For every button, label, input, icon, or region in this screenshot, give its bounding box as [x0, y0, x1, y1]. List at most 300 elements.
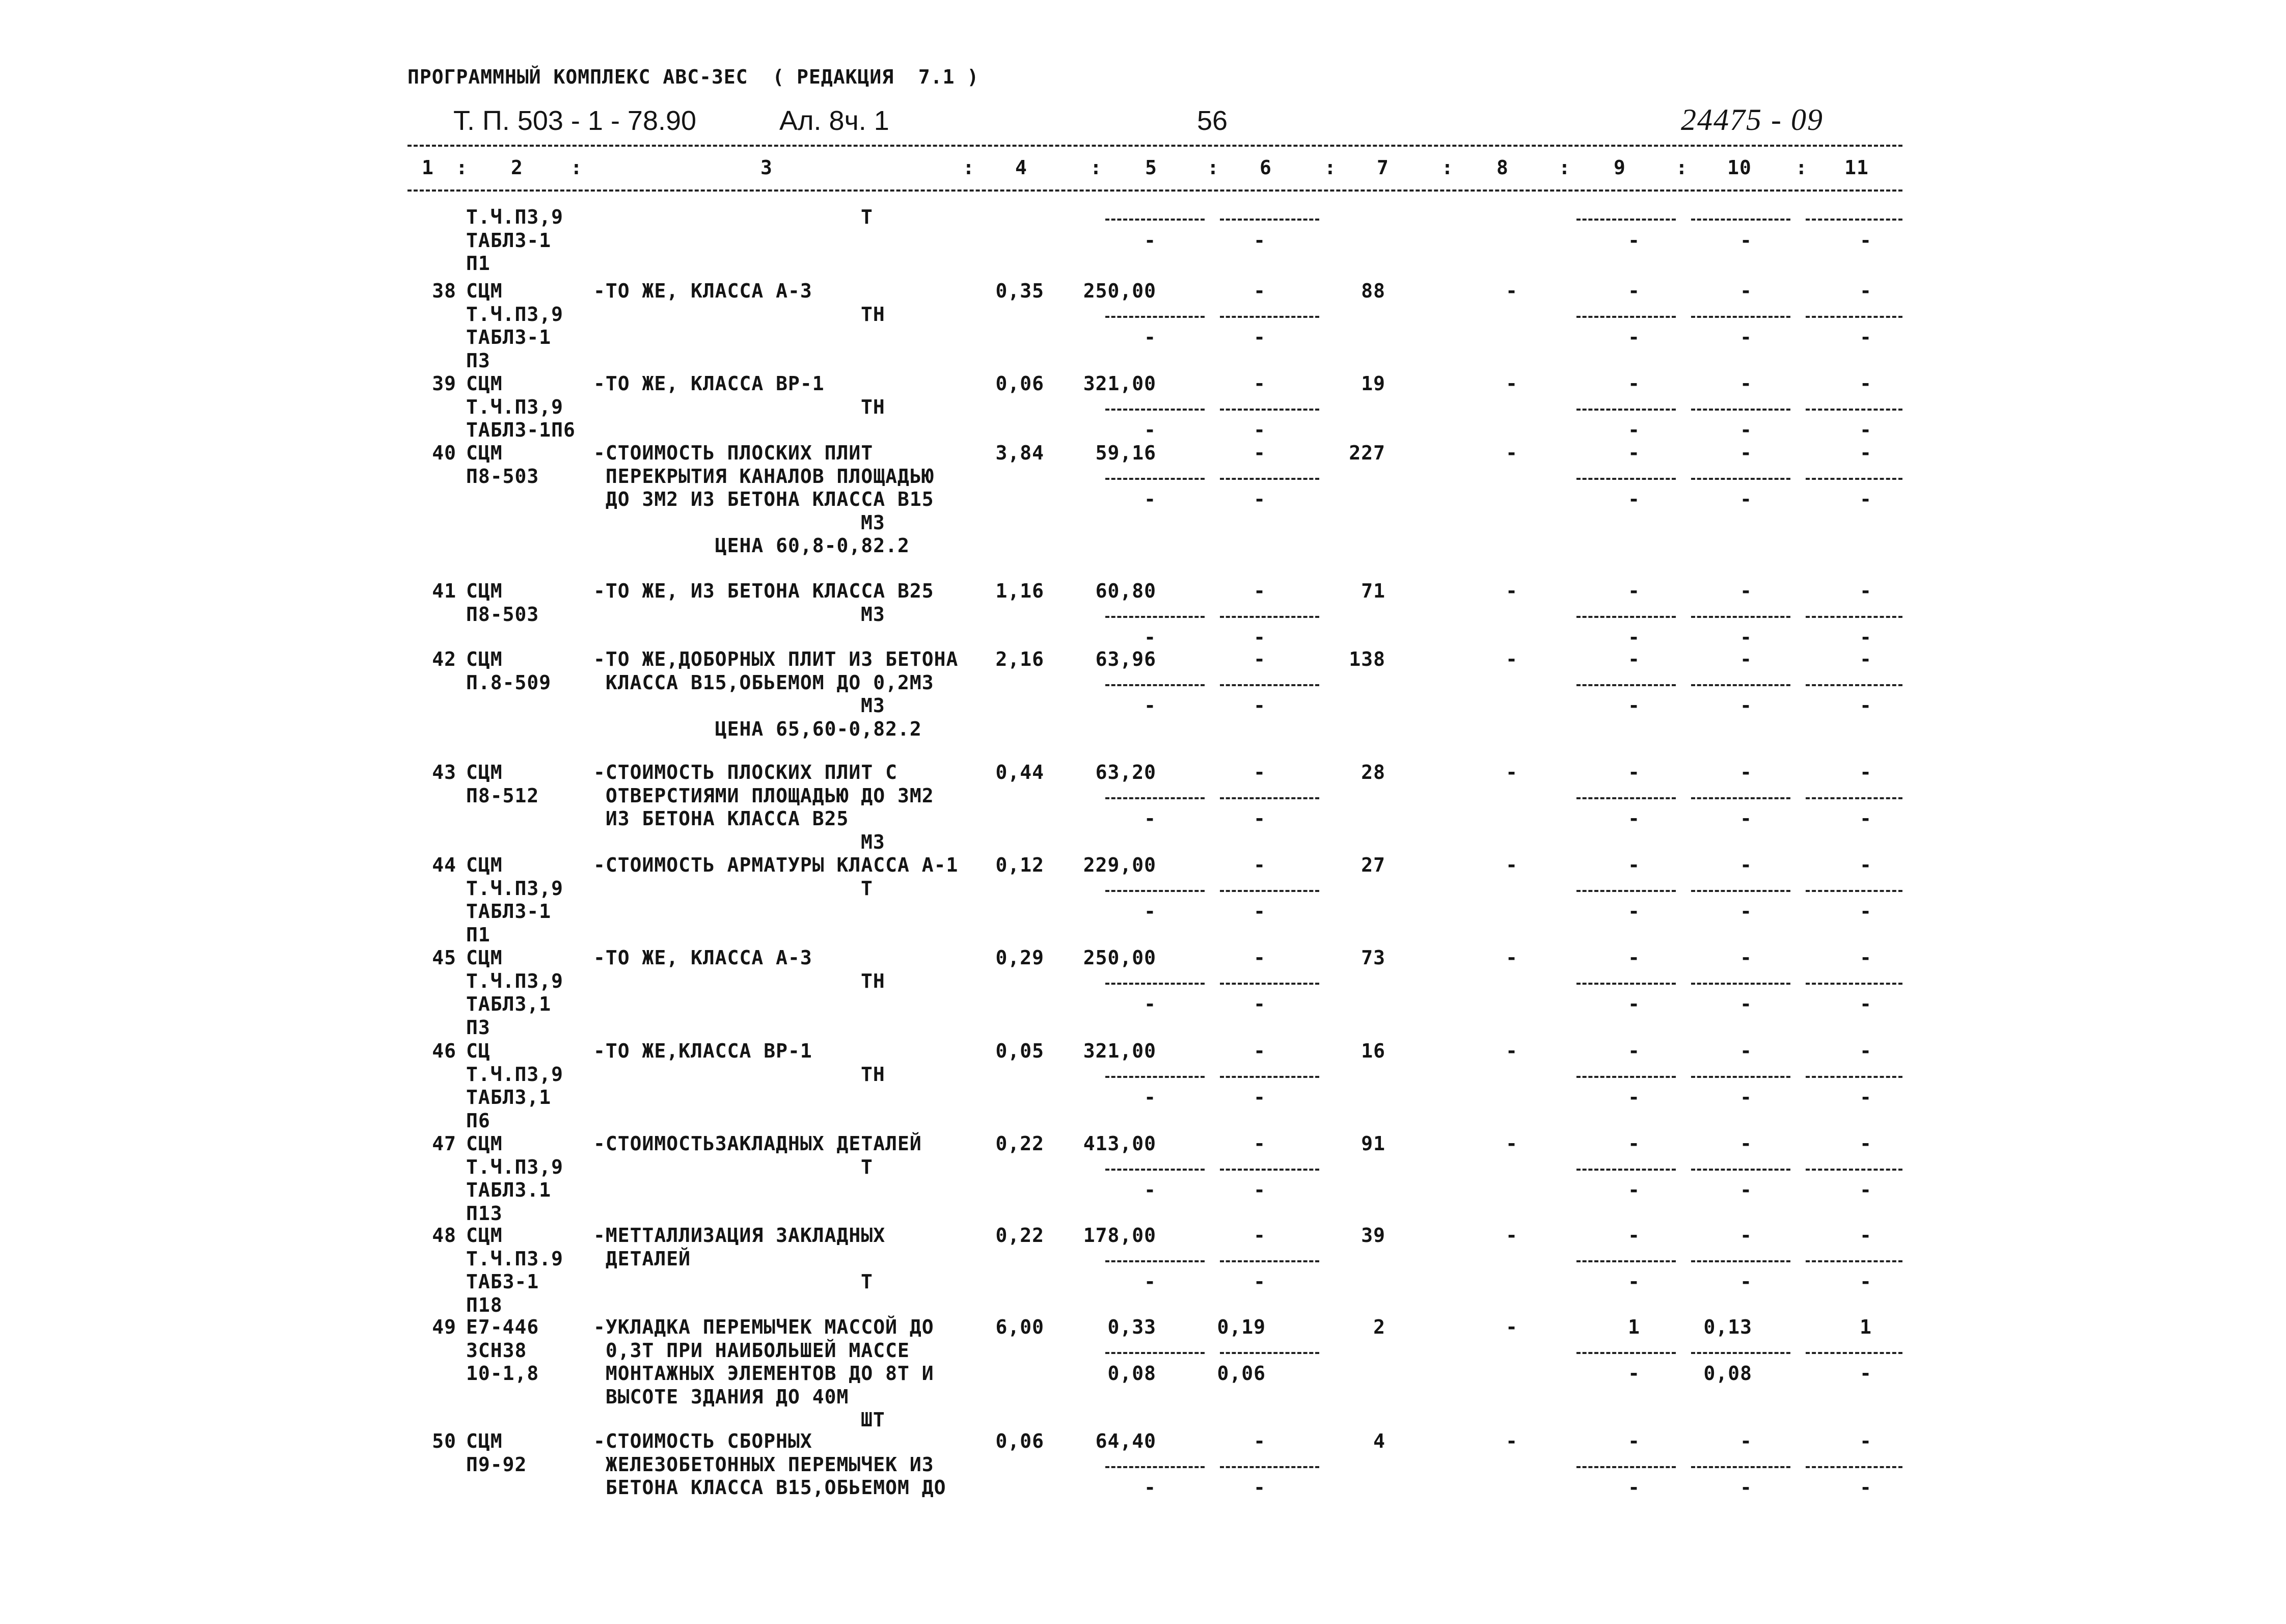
- row-sub-s11: -: [1860, 229, 1872, 252]
- row-cell-c7: 16: [1361, 1040, 1385, 1062]
- row-code: СЦМ: [466, 1224, 503, 1247]
- row-cell-c10: -: [1740, 854, 1752, 876]
- tp-number: Т. П. 503 - 1 - 78.90: [453, 105, 697, 136]
- row-cell-c9: -: [1628, 372, 1640, 395]
- column-number: 4: [1015, 156, 1027, 179]
- row-sub-s9: -: [1628, 419, 1640, 441]
- row-number: 40: [432, 442, 456, 464]
- row-code: 3СН38: [466, 1339, 527, 1362]
- row-code: П.8-509: [466, 671, 552, 694]
- row-subtotal-rule: [1691, 1076, 1790, 1078]
- document-code: 24475 - 09: [1681, 103, 1824, 137]
- row-cell-c8: -: [1506, 1224, 1518, 1247]
- row-cell-c9: -: [1628, 442, 1640, 464]
- row-sub-s10: -: [1740, 807, 1752, 830]
- row-sub-s11: -: [1860, 1362, 1872, 1385]
- row-sub-s10: -: [1740, 1179, 1752, 1201]
- row-code: СЦМ: [466, 580, 503, 602]
- row-sub-s6: -: [1254, 419, 1266, 441]
- column-separator: :: [456, 156, 468, 179]
- row-description: -ТО ЖЕ, КЛАССА А-3: [593, 280, 812, 302]
- row-subtotal-rule: [1691, 409, 1790, 411]
- column-separator: :: [1324, 156, 1337, 179]
- row-unit: Т: [861, 1270, 873, 1293]
- row-cell-c11: -: [1860, 946, 1872, 969]
- row-code: ТАБЛ3.1: [466, 1179, 552, 1201]
- row-unit: М3: [861, 511, 885, 534]
- column-number: 2: [511, 156, 523, 179]
- row-sub-s10: -: [1740, 626, 1752, 648]
- row-subtotal-rule: [1576, 1260, 1676, 1262]
- row-sub-s10: -: [1740, 1476, 1752, 1499]
- row-sub-s9: -: [1628, 1476, 1640, 1499]
- row-cell-c6: -: [1254, 372, 1266, 395]
- row-sub-s5: -: [1144, 1179, 1156, 1201]
- column-number: 10: [1727, 156, 1752, 179]
- row-cell-c7: 4: [1373, 1430, 1385, 1452]
- column-separator: :: [1676, 156, 1688, 179]
- row-number: 41: [432, 580, 456, 602]
- row-subtotal-rule: [1691, 219, 1790, 221]
- row-cell-c7: 28: [1361, 761, 1385, 783]
- row-cell-c10: -: [1740, 946, 1752, 969]
- row-cell-c9: -: [1628, 946, 1640, 969]
- row-cell-c5: 178,00: [1083, 1224, 1156, 1247]
- row-unit: ТН: [861, 395, 885, 418]
- row-sub-s5: -: [1144, 694, 1156, 717]
- row-cell-c11: -: [1860, 580, 1872, 602]
- row-cell-c7: 19: [1361, 372, 1385, 395]
- row-subtotal-rule: [1105, 684, 1205, 686]
- row-cell-c10: -: [1740, 761, 1752, 783]
- row-unit: ТН: [861, 1063, 885, 1086]
- row-description: ИЗ БЕТОНА КЛАССА В25: [593, 807, 849, 830]
- row-cell-c11: -: [1860, 648, 1872, 670]
- row-code: ТАБЛ3-1: [466, 900, 552, 923]
- row-cell-c11: -: [1860, 442, 1872, 464]
- row-sub-s5: 0,08: [1107, 1362, 1156, 1385]
- row-cell-c8: -: [1506, 854, 1518, 876]
- row-subtotal-rule: [1576, 409, 1676, 411]
- row-unit: ШТ: [861, 1409, 885, 1431]
- row-number: 45: [432, 946, 456, 969]
- row-cell-c5: 59,16: [1095, 442, 1156, 464]
- row-sub-s5: -: [1144, 1270, 1156, 1293]
- row-description: ЖЕЛЕЗОБЕТОННЫХ ПЕРЕМЫЧЕК ИЗ: [593, 1453, 934, 1476]
- row-code: СЦМ: [466, 442, 503, 464]
- row-sub-s9: -: [1628, 326, 1640, 348]
- row-subtotal-rule: [1105, 797, 1205, 799]
- row-description: ЦЕНА 65,60-0,82.2: [593, 717, 922, 740]
- row-cell-c8: -: [1506, 761, 1518, 783]
- row-cell-c8: -: [1506, 1430, 1518, 1452]
- row-description: ОТВЕРСТИЯМИ ПЛОЩАДЬЮ ДО 3М2: [593, 784, 934, 807]
- row-sub-s9: -: [1628, 807, 1640, 830]
- row-code: Т.Ч.П3,9: [466, 1063, 564, 1086]
- row-cell-c10: -: [1740, 1224, 1752, 1247]
- row-cell-c11: -: [1860, 1040, 1872, 1062]
- row-subtotal-rule: [1806, 478, 1902, 480]
- row-cell-c10: -: [1740, 580, 1752, 602]
- row-code: П8-512: [466, 784, 539, 807]
- row-subtotal-rule: [1576, 478, 1676, 480]
- row-subtotal-rule: [1691, 890, 1790, 892]
- row-cell-c9: -: [1628, 1430, 1640, 1452]
- column-number: 11: [1844, 156, 1869, 179]
- row-unit: Т: [861, 206, 873, 228]
- row-cell-c11: -: [1860, 372, 1872, 395]
- row-sub-s11: -: [1860, 326, 1872, 348]
- row-cell-c5: 63,96: [1095, 648, 1156, 670]
- row-code: 10-1,8: [466, 1362, 539, 1385]
- row-cell-c11: 1: [1860, 1316, 1872, 1338]
- row-sub-s9: -: [1628, 694, 1640, 717]
- row-unit: Т: [861, 877, 873, 900]
- row-subtotal-rule: [1806, 1076, 1902, 1078]
- row-cell-c4: 0,05: [995, 1040, 1044, 1062]
- row-cell-c9: 1: [1628, 1316, 1640, 1338]
- row-sub-s11: -: [1860, 1476, 1872, 1499]
- row-cell-c9: -: [1628, 761, 1640, 783]
- row-cell-c6: -: [1254, 648, 1266, 670]
- row-code: Е7-446: [466, 1316, 539, 1338]
- row-subtotal-rule: [1105, 1076, 1205, 1078]
- row-number: 44: [432, 854, 456, 876]
- row-description: 0,3Т ПРИ НАИБОЛЬШЕЙ МАССЕ: [593, 1339, 910, 1362]
- row-subtotal-rule: [1576, 1352, 1676, 1354]
- row-description: ПЕРЕКРЫТИЯ КАНАЛОВ ПЛОЩАДЬЮ: [593, 465, 934, 488]
- row-subtotal-rule: [1220, 478, 1319, 480]
- row-sub-s11: -: [1860, 807, 1872, 830]
- row-code: П3: [466, 349, 491, 372]
- row-cell-c11: -: [1860, 854, 1872, 876]
- row-sub-s5: -: [1144, 993, 1156, 1015]
- row-sub-s10: -: [1740, 900, 1752, 923]
- row-number: 50: [432, 1430, 456, 1452]
- row-description: -ТО ЖЕ, КЛАССА А-3: [593, 946, 812, 969]
- row-cell-c10: -: [1740, 280, 1752, 302]
- row-code: ТАБЛ3-1П6: [466, 419, 576, 441]
- program-title: ПРОГРАММНЫЙ КОМПЛЕКС АВС-3ЕС ( РЕДАКЦИЯ 7.1 ): [407, 66, 979, 88]
- row-subtotal-rule: [1576, 219, 1676, 221]
- row-cell-c7: 138: [1349, 648, 1385, 670]
- row-sub-s9: -: [1628, 488, 1640, 510]
- row-cell-c6: -: [1254, 1132, 1266, 1155]
- row-cell-c11: -: [1860, 1430, 1872, 1452]
- row-sub-s10: -: [1740, 1086, 1752, 1108]
- row-cell-c8: -: [1506, 648, 1518, 670]
- row-cell-c7: 91: [1361, 1132, 1385, 1155]
- row-cell-c10: -: [1740, 372, 1752, 395]
- row-sub-s6: -: [1254, 807, 1266, 830]
- row-subtotal-rule: [1806, 219, 1902, 221]
- row-subtotal-rule: [1220, 983, 1319, 985]
- row-subtotal-rule: [1105, 983, 1205, 985]
- column-separator: :: [1207, 156, 1219, 179]
- row-subtotal-rule: [1806, 409, 1902, 411]
- row-subtotal-rule: [1806, 1260, 1902, 1262]
- row-description: МОНТАЖНЫХ ЭЛЕМЕНТОВ ДО 8Т И: [593, 1362, 934, 1385]
- row-cell-c5: 250,00: [1083, 280, 1156, 302]
- row-subtotal-rule: [1220, 616, 1319, 618]
- row-unit: ТН: [861, 303, 885, 326]
- row-sub-s6: -: [1254, 1179, 1266, 1201]
- row-subtotal-rule: [1691, 316, 1790, 318]
- row-subtotal-rule: [1105, 1260, 1205, 1262]
- row-subtotal-rule: [1105, 1466, 1205, 1468]
- row-cell-c10: 0,13: [1703, 1316, 1752, 1338]
- row-sub-s5: -: [1144, 419, 1156, 441]
- column-number: 3: [760, 156, 773, 179]
- row-sub-s6: -: [1254, 993, 1266, 1015]
- row-number: 47: [432, 1132, 456, 1155]
- row-subtotal-rule: [1105, 890, 1205, 892]
- row-sub-s9: -: [1628, 1362, 1640, 1385]
- row-sub-s10: 0,08: [1703, 1362, 1752, 1385]
- row-subtotal-rule: [1806, 1169, 1902, 1171]
- row-subtotal-rule: [1806, 797, 1902, 799]
- row-cell-c11: -: [1860, 1132, 1872, 1155]
- row-sub-s6: -: [1254, 1086, 1266, 1108]
- row-subtotal-rule: [1105, 1352, 1205, 1354]
- row-code: ТАБЛ3,1: [466, 993, 552, 1015]
- row-cell-c4: 0,44: [995, 761, 1044, 783]
- row-subtotal-rule: [1105, 1169, 1205, 1171]
- row-subtotal-rule: [1576, 890, 1676, 892]
- row-subtotal-rule: [1220, 890, 1319, 892]
- row-code: СЦМ: [466, 648, 503, 670]
- row-cell-c6: -: [1254, 1040, 1266, 1062]
- row-cell-c9: -: [1628, 580, 1640, 602]
- row-cell-c5: 64,40: [1095, 1430, 1156, 1452]
- row-description: ДО 3М2 ИЗ БЕТОНА КЛАССА В15: [593, 488, 934, 510]
- row-cell-c10: -: [1740, 648, 1752, 670]
- row-cell-c10: -: [1740, 1132, 1752, 1155]
- row-sub-s9: -: [1628, 1270, 1640, 1293]
- row-code: СЦМ: [466, 372, 503, 395]
- row-cell-c9: -: [1628, 280, 1640, 302]
- row-subtotal-rule: [1806, 983, 1902, 985]
- column-number: 6: [1260, 156, 1272, 179]
- row-subtotal-rule: [1220, 1352, 1319, 1354]
- row-cell-c11: -: [1860, 761, 1872, 783]
- row-cell-c8: -: [1506, 372, 1518, 395]
- column-separator: :: [1795, 156, 1808, 179]
- row-sub-s5: -: [1144, 326, 1156, 348]
- row-cell-c6: -: [1254, 761, 1266, 783]
- row-cell-c9: -: [1628, 1132, 1640, 1155]
- row-subtotal-rule: [1576, 1466, 1676, 1468]
- row-sub-s6: -: [1254, 694, 1266, 717]
- row-cell-c6: -: [1254, 1430, 1266, 1452]
- row-description: ЦЕНА 60,8-0,82.2: [593, 534, 910, 557]
- row-code: П3: [466, 1016, 491, 1039]
- row-subtotal-rule: [1691, 1466, 1790, 1468]
- row-cell-c4: 3,84: [995, 442, 1044, 464]
- row-cell-c8: -: [1506, 280, 1518, 302]
- row-description: -ТО ЖЕ, ИЗ БЕТОНА КЛАССА В25: [593, 580, 934, 602]
- row-cell-c7: 2: [1373, 1316, 1385, 1338]
- row-subtotal-rule: [1691, 797, 1790, 799]
- row-description: БЕТОНА КЛАССА В15,ОБЬЕМОМ ДО: [593, 1476, 946, 1499]
- row-sub-s9: -: [1628, 1086, 1640, 1108]
- row-cell-c10: -: [1740, 442, 1752, 464]
- row-cell-c8: -: [1506, 1040, 1518, 1062]
- row-cell-c6: 0,19: [1217, 1316, 1266, 1338]
- row-sub-s11: -: [1860, 488, 1872, 510]
- row-subtotal-rule: [1806, 316, 1902, 318]
- row-number: 42: [432, 648, 456, 670]
- row-sub-s9: -: [1628, 1179, 1640, 1201]
- row-number: 49: [432, 1316, 456, 1338]
- row-cell-c6: -: [1254, 854, 1266, 876]
- row-cell-c9: -: [1628, 854, 1640, 876]
- row-subtotal-rule: [1806, 890, 1902, 892]
- row-subtotal-rule: [1806, 616, 1902, 618]
- row-code: СЦМ: [466, 1430, 503, 1452]
- row-code: Т.Ч.П3,9: [466, 1155, 564, 1178]
- row-cell-c8: -: [1506, 946, 1518, 969]
- row-cell-c6: -: [1254, 580, 1266, 602]
- row-cell-c5: 60,80: [1095, 580, 1156, 602]
- row-subtotal-rule: [1576, 616, 1676, 618]
- row-cell-c6: -: [1254, 946, 1266, 969]
- row-cell-c7: 71: [1361, 580, 1385, 602]
- row-sub-s6: 0,06: [1217, 1362, 1266, 1385]
- row-sub-s11: -: [1860, 993, 1872, 1015]
- row-unit: Т: [861, 1155, 873, 1178]
- column-number: 7: [1377, 156, 1389, 179]
- row-sub-s5: -: [1144, 626, 1156, 648]
- row-subtotal-rule: [1576, 684, 1676, 686]
- row-subtotal-rule: [1220, 1260, 1319, 1262]
- column-separator: :: [570, 156, 583, 179]
- row-cell-c9: -: [1628, 1040, 1640, 1062]
- row-code: П1: [466, 252, 491, 275]
- row-subtotal-rule: [1806, 1466, 1902, 1468]
- row-subtotal-rule: [1220, 797, 1319, 799]
- row-cell-c4: 0,06: [995, 372, 1044, 395]
- row-subtotal-rule: [1806, 1352, 1902, 1354]
- row-sub-s9: -: [1628, 626, 1640, 648]
- row-cell-c5: 413,00: [1083, 1132, 1156, 1155]
- row-code: Т.Ч.П3,9: [466, 206, 564, 228]
- album-number: Ал. 8ч. 1: [779, 105, 889, 136]
- row-description: -УКЛАДКА ПЕРЕМЫЧЕК МАССОЙ ДО: [593, 1316, 934, 1338]
- row-sub-s6: -: [1254, 229, 1266, 252]
- row-subtotal-rule: [1691, 616, 1790, 618]
- row-cell-c8: -: [1506, 580, 1518, 602]
- row-number: 48: [432, 1224, 456, 1247]
- row-code: ТАБЛ3-1: [466, 326, 552, 348]
- row-cell-c9: -: [1628, 1224, 1640, 1247]
- page-number: 56: [1197, 105, 1228, 136]
- row-subtotal-rule: [1105, 316, 1205, 318]
- row-cell-c7: 73: [1361, 946, 1385, 969]
- row-code: П1: [466, 923, 491, 946]
- row-code: ТАБЛ3,1: [466, 1086, 552, 1108]
- row-sub-s5: -: [1144, 229, 1156, 252]
- row-code: Т.Ч.П3,9: [466, 303, 564, 326]
- row-description: -МЕТТАЛЛИЗАЦИЯ ЗАКЛАДНЫХ: [593, 1224, 886, 1247]
- row-sub-s5: -: [1144, 488, 1156, 510]
- column-separator: :: [1441, 156, 1454, 179]
- row-cell-c6: -: [1254, 442, 1266, 464]
- row-sub-s6: -: [1254, 900, 1266, 923]
- row-subtotal-rule: [1576, 1169, 1676, 1171]
- row-sub-s9: -: [1628, 900, 1640, 923]
- row-cell-c5: 321,00: [1083, 372, 1156, 395]
- row-sub-s10: -: [1740, 326, 1752, 348]
- row-code: СЦМ: [466, 1132, 503, 1155]
- row-code: П18: [466, 1293, 503, 1316]
- column-number: 9: [1614, 156, 1626, 179]
- row-subtotal-rule: [1691, 684, 1790, 686]
- row-sub-s6: -: [1254, 1270, 1266, 1293]
- row-cell-c9: -: [1628, 648, 1640, 670]
- row-subtotal-rule: [1220, 1169, 1319, 1171]
- row-code: ТАБЛ3-1: [466, 229, 552, 252]
- row-sub-s5: -: [1144, 807, 1156, 830]
- row-sub-s11: -: [1860, 1179, 1872, 1201]
- row-subtotal-rule: [1105, 478, 1205, 480]
- row-code: П13: [466, 1202, 503, 1225]
- row-description: КЛАССА В15,ОБЬЕМОМ ДО 0,2М3: [593, 671, 934, 694]
- row-subtotal-rule: [1576, 316, 1676, 318]
- row-sub-s10: -: [1740, 1270, 1752, 1293]
- row-code: СЦМ: [466, 854, 503, 876]
- row-cell-c7: 27: [1361, 854, 1385, 876]
- row-description: -ТО ЖЕ,ДОБОРНЫХ ПЛИТ ИЗ БЕТОНА: [593, 648, 959, 670]
- row-sub-s6: -: [1254, 326, 1266, 348]
- row-sub-s11: -: [1860, 694, 1872, 717]
- row-cell-c4: 0,35: [995, 280, 1044, 302]
- row-subtotal-rule: [1576, 797, 1676, 799]
- column-separator: :: [963, 156, 975, 179]
- row-cell-c5: 0,33: [1107, 1316, 1156, 1338]
- row-cell-c4: 1,16: [995, 580, 1044, 602]
- column-separator: :: [1559, 156, 1571, 179]
- row-cell-c5: 321,00: [1083, 1040, 1156, 1062]
- row-cell-c4: 0,12: [995, 854, 1044, 876]
- row-cell-c6: -: [1254, 280, 1266, 302]
- row-description: -СТОИМОСТЬ СБОРНЫХ: [593, 1430, 812, 1452]
- row-sub-s11: -: [1860, 1270, 1872, 1293]
- row-sub-s5: -: [1144, 1086, 1156, 1108]
- row-sub-s10: -: [1740, 488, 1752, 510]
- row-description: ВЫСОТЕ ЗДАНИЯ ДО 40М: [593, 1385, 849, 1408]
- row-subtotal-rule: [1576, 1076, 1676, 1078]
- row-code: СЦМ: [466, 946, 503, 969]
- row-cell-c10: -: [1740, 1040, 1752, 1062]
- row-sub-s5: -: [1144, 900, 1156, 923]
- row-unit: М3: [861, 603, 885, 626]
- row-code: СЦМ: [466, 761, 503, 783]
- row-sub-s10: -: [1740, 694, 1752, 717]
- header-top-rule: [407, 145, 1902, 147]
- column-number: 5: [1145, 156, 1157, 179]
- row-subtotal-rule: [1576, 983, 1676, 985]
- row-number: 39: [432, 372, 456, 395]
- row-sub-s11: -: [1860, 626, 1872, 648]
- row-description: -СТОИМОСТЬЗАКЛАДНЫХ ДЕТАЛЕЙ: [593, 1132, 922, 1155]
- row-code: ТАБ3-1: [466, 1270, 539, 1293]
- row-cell-c4: 0,06: [995, 1430, 1044, 1452]
- row-subtotal-rule: [1220, 1076, 1319, 1078]
- row-cell-c7: 39: [1361, 1224, 1385, 1247]
- row-sub-s10: -: [1740, 419, 1752, 441]
- row-cell-c5: 250,00: [1083, 946, 1156, 969]
